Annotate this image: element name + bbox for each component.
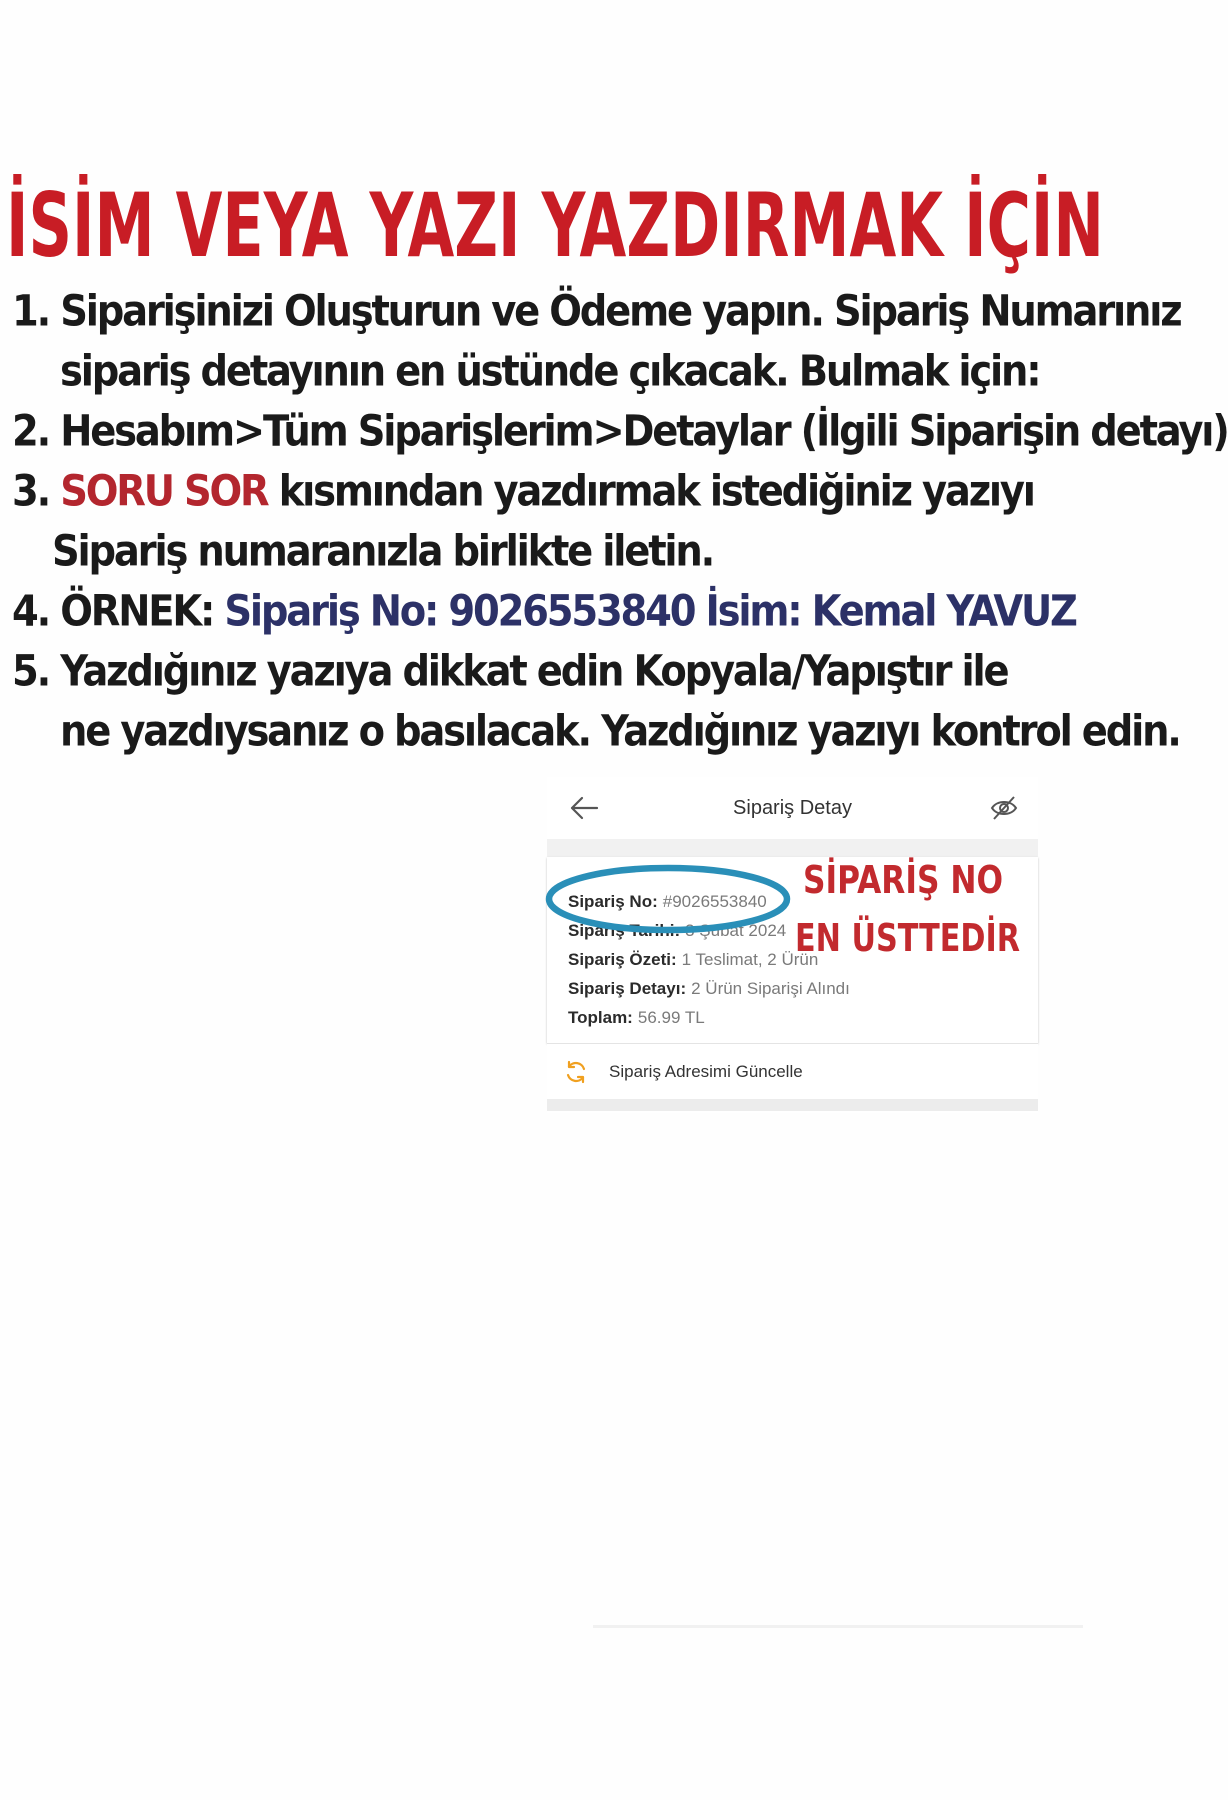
order-date-label: Sipariş Tarihi: <box>568 921 681 940</box>
headline <box>6 172 1194 277</box>
order-date-value: 3 Şubat 2024 <box>685 921 787 940</box>
faint-divider-line <box>593 1625 1083 1628</box>
step-3-line-1 <box>12 458 1187 525</box>
order-detail-header <box>547 777 1038 839</box>
order-summary-label: Sipariş Özeti: <box>568 950 677 969</box>
order-detail-label: Sipariş Detayı: <box>568 979 687 998</box>
step-1-line-1: 1. Siparişinizi Oluşturun ve Ödeme yapın. Sipariş Numarınız <box>12 286 1181 337</box>
refresh-icon <box>564 1060 588 1084</box>
callout-line-2: EN ÜSTTEDİR <box>795 916 1020 960</box>
step-4-example: Sipariş No: 9026553840 İsim: Kemal YAVUZ <box>224 586 1076 637</box>
instruction-steps <box>12 282 1228 762</box>
headline-text: İSİM VEYA YAZI YAZDIRMAK İÇİN <box>6 174 1104 277</box>
page-title: Sipariş Detay <box>733 797 852 819</box>
order-detail-screenshot <box>547 777 1038 1113</box>
order-total-label: Toplam: <box>568 1008 633 1027</box>
step-5-line-2: ne yazdıysanız o basılacak. Yazdığınız yazıyı kontrol edin. <box>60 706 1180 757</box>
order-number-label: Sipariş No: <box>568 892 658 911</box>
order-number-highlight-oval <box>544 859 794 939</box>
eye-off-icon[interactable] <box>990 795 1018 821</box>
order-summary-items: , 2 Ürün <box>757 950 819 969</box>
order-summary-delivery: 1 Teslimat <box>681 950 758 969</box>
callout-line-1: SİPARİŞ NO <box>803 858 1003 902</box>
step-3-number: 3. <box>12 466 50 517</box>
order-detail-status: 2 Ürün Siparişi Alındı <box>691 979 850 998</box>
step-3-text: kısmından yazdırmak istediğiniz yazıyı <box>278 466 1034 517</box>
order-total-row <box>568 1003 928 1032</box>
order-number-callout <box>795 849 1035 961</box>
step-4 <box>12 578 1187 645</box>
bottom-divider <box>547 1099 1038 1111</box>
order-number-value: #9026553840 <box>662 892 767 911</box>
soru-sor-highlight: SORU SOR <box>60 466 268 517</box>
step-2: 2. Hesabım>Tüm Siparişlerim>Detaylar (İlgili Siparişin detayı) <box>12 406 1228 457</box>
step-1-line-2: sipariş detayının en üstünde çıkacak. Bulmak için: <box>60 346 1040 397</box>
update-address-button[interactable] <box>547 1043 1038 1100</box>
update-address-label: Sipariş Adresimi Güncelle <box>609 1062 803 1081</box>
order-total-value: 56.99 TL <box>637 1008 705 1027</box>
step-5-line-1: 5. Yazdığınız yazıya dikkat edin Kopyala/Yapıştır ile <box>12 646 1008 697</box>
step-4-label: 4. ÖRNEK: <box>12 586 214 637</box>
order-detail-row <box>568 974 928 1003</box>
step-3-line-2: Sipariş numaranızla birlikte iletin. <box>52 526 714 577</box>
